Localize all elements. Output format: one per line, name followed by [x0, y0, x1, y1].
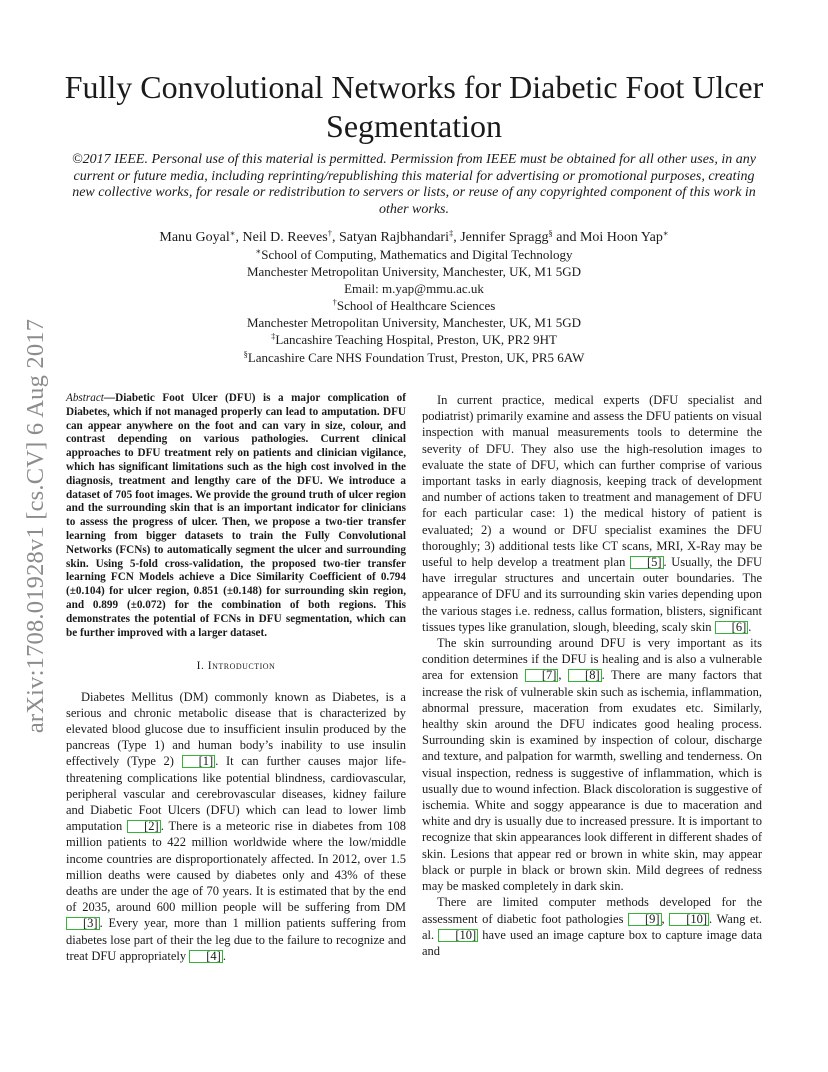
affiliation-text: School of Computing, Mathematics and Digital Technology [261, 247, 573, 262]
author-name: Moi Hoon Yap [579, 230, 663, 245]
affiliation-text: Email: m.yap@mmu.ac.uk [344, 281, 484, 297]
author-affiliation-mark: † [327, 228, 332, 238]
affiliation-mark: ∗ [255, 246, 262, 256]
author-name: Jennifer Spragg [460, 230, 549, 245]
abstract-text: —Diabetic Foot Ulcer (DFU) is a major complication of Diabetes, which if not managed properly can lead to amputation. DFU can appear anywhere on the foot and can vary in size, colour, and contrast depending on various pathologies. Current clinical approaches to DFU treatment rely on patients and clinician vigilance, which has significant limitations such as the high cost involved in the diagnosis, treatment and lengthy care of the DFU. We introduce a dataset of 705 foot images. We provide the ground truth of ulcer region and the surrounding skin that is an important indicator for clinicians to assess the progress of ulcer. Then, we propose a two-tier transfer learning from bigger datasets to train the Fully Convolutional Networks (FCNs) to automatically segment the ulcer and surrounding skin. Using 5-fold cross-validation, the proposed two-tier transfer learning FCN Models achieve a Dice Similarity Coefficient of 0.794 (±0.104) for ulcer region, 0.851 (±0.148) for surrounding skin region, and 0.899 (±0.072) for the combination of both regions. This demonstrates the potential of FCNs in DFU segmentation, which can be further improved with a larger dataset. [66, 392, 406, 639]
author-name: Neil D. Reeves [242, 230, 328, 245]
citation-link[interactable]: [5] [630, 556, 664, 569]
affiliation-line [60, 349, 768, 366]
affiliation-text: Lancashire Care NHS Foundation Trust, Preston, UK, PR5 6AW [247, 349, 585, 365]
affiliation-line [60, 314, 768, 331]
citation-link[interactable]: [10] [669, 913, 709, 926]
author-list [60, 229, 768, 246]
section-heading-introduction [66, 658, 406, 674]
affiliation-text: Manchester Metropolitan University, Manchester, UK, M1 5GD [246, 264, 582, 280]
copyright-notice: ©2017 IEEE. Personal use of this material is permitted. Permission from IEEE must be obtained for all other uses, in any current or future media, including reprinting/republishing this material for advertising or promotional purposes, creating new collective works, for resale or redistribution to servers or lists, or reuse of any copyrighted component of this work in other works. [71, 152, 756, 217]
arxiv-id-text: arXiv:1708.01928v1 [cs.CV] 6 Aug 2017 [22, 318, 49, 733]
citation-link[interactable]: [7] [525, 669, 559, 682]
author-name: Satyan Rajbhandari [338, 230, 449, 245]
body-paragraph-1: In current practice, medical experts (DFU specialist and podiatrist) primarily examine and assess the DFU patients on visual inspection with manual measurements tools to determine the severity of DFU. They also use the high-resolution images to evaluate the state of DFU, which can further comprise of various important tasks in early diagnosis, keeping track of development and number of actions taken to treatment and management of DFU for each particular case: 1) the medical history of patient is evaluated; 2) a wound or DFU specialist examines the DFU thoroughly; 3) additional tests like CT scans, MRI, X-Ray may be useful to help develop a treatment plan [5] . Usually, the DFU have irregular structures and uncertain outer boundaries. The appearance of DFU and its surrounding skin varies depending upon the various stages i.e. redness, callus formation, blisters, significant tissues types like granulation, slough, bleeding, scaly skin [6] . [422, 393, 762, 634]
citation-link[interactable]: [4] [189, 950, 223, 963]
author-separator: , [331, 230, 339, 245]
affiliation-line [60, 280, 768, 297]
author-affiliation-mark: § [548, 228, 553, 238]
left-column [66, 392, 406, 964]
affiliation-text: Manchester Metropolitan University, Manchester, UK, M1 5GD [246, 315, 582, 331]
author-separator: , [235, 230, 243, 245]
affiliation-line [60, 331, 768, 348]
arxiv-identifier [22, 283, 50, 768]
affiliation-mark: † [332, 297, 337, 308]
abstract-label: Abstract [66, 392, 104, 404]
intro-paragraph: Diabetes Mellitus (DM) commonly known as Diabetes, is a serious and chronic metabolic disease that is characterized by elevated blood glucose due to insufficient insulin produced by the pancreas (Type 1) and human body’s inability to use insulin effectively (Type 2) [1] . It can further causes major life-threatening complications like potential blindness, cardiovascular, peripheral vascular and cerebrovascular diseases, kidney failure and Diabetic Foot Ulcers (DFU) which can lead to lower limb amputation [2] . There is a meteoric rise in diabetes from 108 million patients to 422 million worldwide where the low/middle income countries are disproportionately affected. In 2012, over 1.5 million deaths were caused by diabetes only and 43% of these deaths are under the age of 70 years. It is estimated that by the end of 2035, around 600 million people will be suffering from DM [3] . Every year, more than 1 million patients suffering from diabetes lose part of their the leg due to the failure to recognize and treat DFU appropriately [4] . [66, 689, 406, 963]
affiliation-mark: ‡ [271, 331, 276, 342]
citation-link[interactable]: [8] [568, 669, 602, 682]
affiliation-line [60, 263, 768, 280]
affiliation-text: Lancashire Teaching Hospital, Preston, UK, PR2 9HT [275, 332, 557, 348]
citation-link[interactable]: [10] [438, 929, 478, 942]
body-paragraph-2: The skin surrounding around DFU is very important as its condition determines if the DFU is healing and is also a vulnerable area for extension [7] , [8] . There are many factors that increase the risk of vulnerable skin such as ischemia, inflammation, abnormal pressure, maceration from exudates etc. Similarly, healthy skin around the DFU indicates good healing process. Surrounding skin is examined by inspection of colour, discharge and texture, and palpation for warmth, swelling and tenderness. On visual inspection, redness is suggestive of inflammation, which is usually due to wound infection. Black discoloration is suggestive of ischemia. White and soggy appearance is due to maceration and white and dry is usually due to increased pressure. It is important to recognize that skin appearances look different in different shades of skin. Lesions that appear red or brown in white skin, may appear black or purple in black or brown skin. Mild degrees of redness may be masked completely in dark skin. [422, 636, 763, 894]
paper-title: Fully Convolutional Networks for Diabetic Foot Ulcer Segmentation [64, 69, 764, 144]
affiliation-mark: § [243, 348, 248, 359]
citation-link[interactable]: [1] [182, 755, 216, 768]
author-separator: , [453, 230, 461, 245]
affiliation-line [60, 246, 768, 263]
affiliation-line [60, 297, 768, 314]
author-separator: and [552, 230, 580, 245]
section-title: Introduction [207, 660, 276, 673]
author-name: Manu Goyal [159, 230, 230, 245]
section-number: I. [196, 660, 208, 673]
author-affiliation-mark: ‡ [448, 228, 454, 238]
affiliation-text: School of Healthcare Sciences [336, 298, 496, 314]
citation-link[interactable]: [3] [66, 917, 100, 930]
right-column [422, 392, 762, 959]
citation-link[interactable]: [9] [628, 913, 662, 926]
abstract [66, 392, 406, 640]
affiliation-list [60, 246, 768, 366]
body-paragraph-3: There are limited computer methods developed for the assessment of diabetic foot pathologies [9] , [10] . Wang et. al. [10] have used an image capture box to capture image data and [422, 895, 763, 958]
author-affiliation-mark: ∗ [229, 228, 236, 238]
citation-link[interactable]: [6] [715, 621, 749, 634]
citation-link[interactable]: [2] [127, 820, 161, 833]
author-affiliation-mark: ∗ [662, 228, 669, 238]
